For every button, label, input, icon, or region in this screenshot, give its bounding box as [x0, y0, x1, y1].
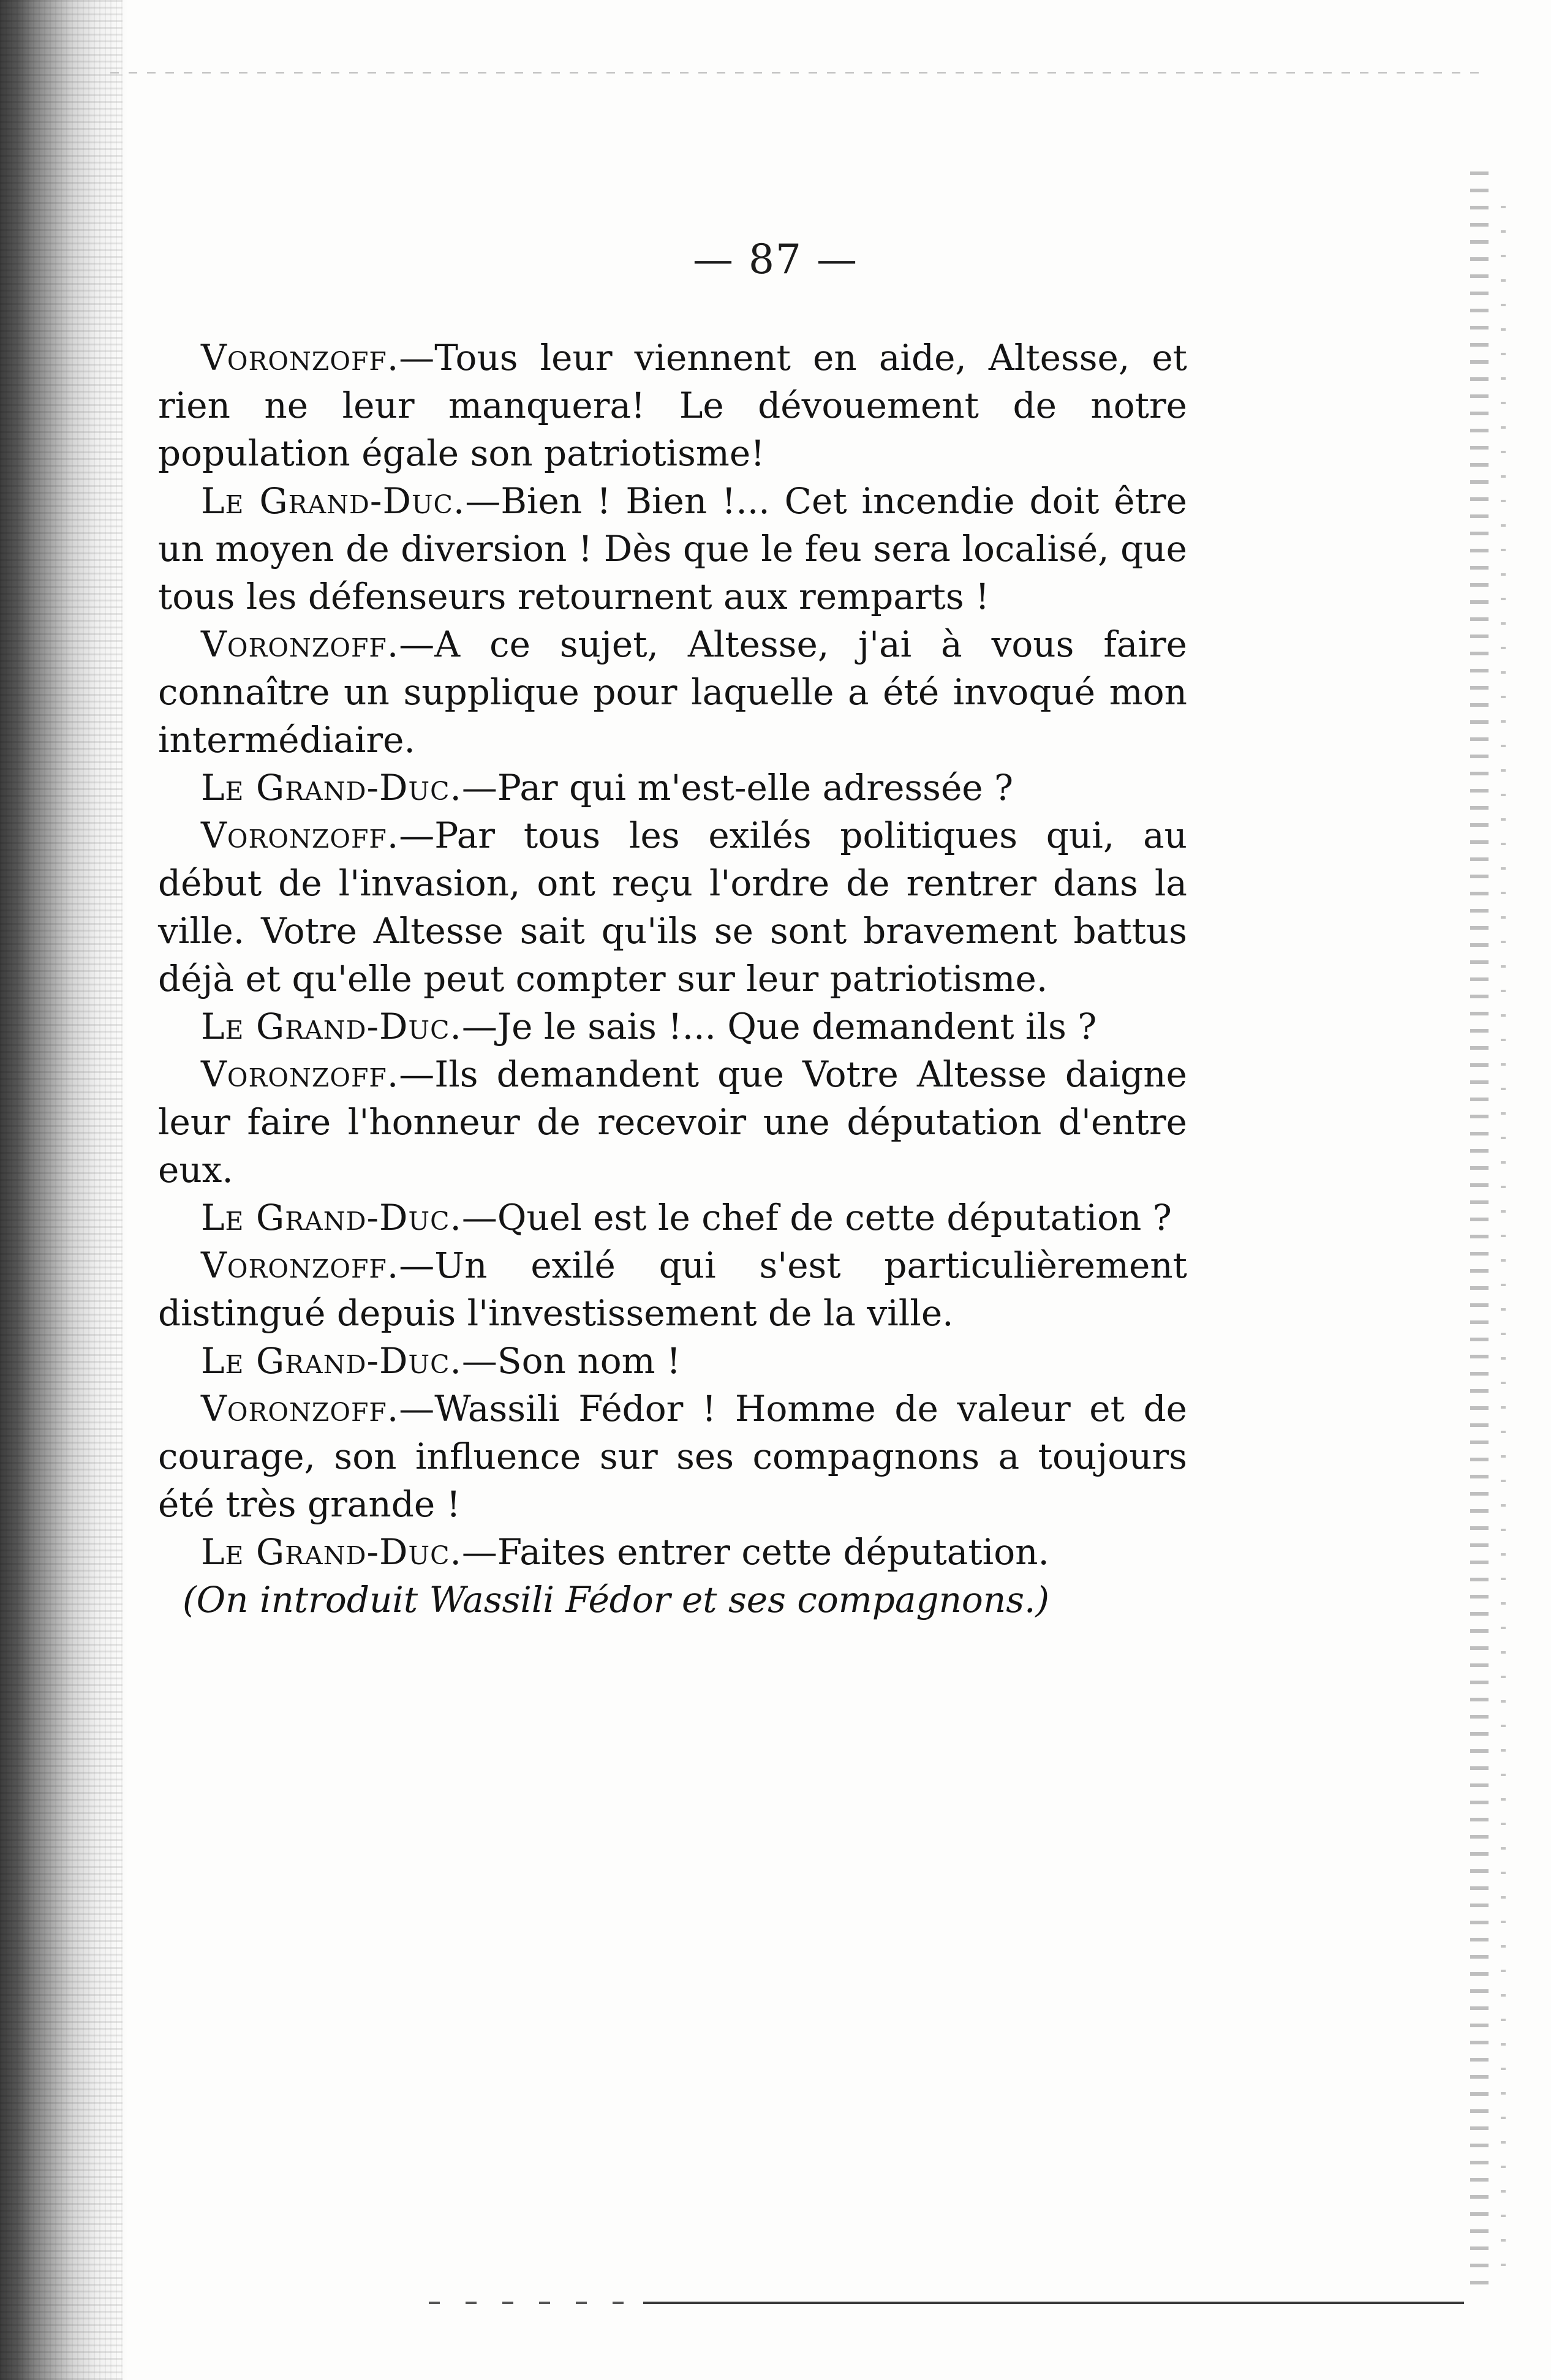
bottom-edge-dashes [429, 2302, 625, 2304]
speaker-name: Voronzoff. [201, 623, 399, 665]
dialogue-line [158, 1003, 1187, 1050]
dialogue-line [158, 334, 1187, 477]
speaker-name: Le Grand-Duc. [201, 480, 466, 522]
dialogue-line [158, 1337, 1187, 1385]
line-text: —A ce sujet, Altesse, j'ai à vous faire connaître un supplique pour laquelle a été invoqué mon intermédiaire. [158, 623, 1187, 761]
line-text: —Bien ! Bien !... Cet incendie doit être un moyen de diversion ! Dès que le feu sera localisé, que tous les défenseurs retournent aux remparts ! [158, 480, 1187, 617]
speaker-name: Voronzoff. [201, 1245, 399, 1286]
speaker-name: Voronzoff. [201, 815, 399, 856]
dialogue-line [158, 812, 1187, 1003]
bottom-edge-rule [643, 2302, 1464, 2304]
dialogue-line [158, 1050, 1187, 1194]
body-text [158, 334, 1187, 1624]
line-text: —Tous leur viennent en aide, Altesse, et rien ne leur manquera! Le dévouement de notre population égale son patriotisme! [158, 337, 1187, 474]
speaker-name: Le Grand-Duc. [201, 1006, 462, 1047]
speaker-name: Le Grand-Duc. [201, 1531, 462, 1573]
dialogue-line [158, 1194, 1187, 1241]
right-edge-noise [1470, 171, 1489, 2284]
dialogue-line [158, 1528, 1187, 1576]
dialogue-line [158, 1241, 1187, 1337]
line-text: —Ils demandent que Votre Altesse daigne leur faire l'honneur de recevoir une députation d'entre eux. [158, 1053, 1187, 1191]
line-text: —Wassili Fédor ! Homme de valeur et de courage, son influence sur ses compagnons a toujours été très grande ! [158, 1388, 1187, 1525]
speaker-name: Voronzoff. [201, 1053, 399, 1095]
dialogue-line [158, 764, 1187, 812]
line-text: —Par qui m'est-elle adressée ? [461, 767, 1014, 808]
line-text: —Je le sais !... Que demandent ils ? [461, 1006, 1097, 1047]
speaker-name: Voronzoff. [201, 1388, 399, 1429]
top-edge-rule [110, 72, 1489, 73]
speaker-name: Voronzoff. [201, 337, 399, 378]
speaker-name: Le Grand-Duc. [201, 767, 462, 808]
binding-speckle [0, 0, 123, 2380]
dialogue-line [158, 1385, 1187, 1528]
line-text: —Faites entrer cette députation. [461, 1531, 1049, 1573]
line-text: —Par tous les exilés politiques qui, au début de l'invasion, ont reçu l'ordre de rentrer dans la ville. Votre Altesse sait qu'ils se sont bravement battus déjà et qu'elle peut compter sur leur patriotisme. [158, 815, 1187, 1000]
dialogue-line [158, 620, 1187, 764]
line-text: —Quel est le chef de cette députation ? [461, 1197, 1172, 1238]
stage-direction: (On introduit Wassili Fédor et ses compagnons.) [183, 1579, 1050, 1621]
line-text: —Son nom ! [461, 1340, 681, 1382]
page-number: — 87 — [693, 236, 858, 283]
line-text: —Un exilé qui s'est particulièrement distingué depuis l'investissement de la ville. [158, 1245, 1187, 1334]
dialogue-line [158, 477, 1187, 620]
speaker-name: Le Grand-Duc. [201, 1197, 462, 1238]
speaker-name: Le Grand-Duc. [201, 1340, 462, 1382]
right-edge-noise-secondary [1501, 184, 1506, 2266]
